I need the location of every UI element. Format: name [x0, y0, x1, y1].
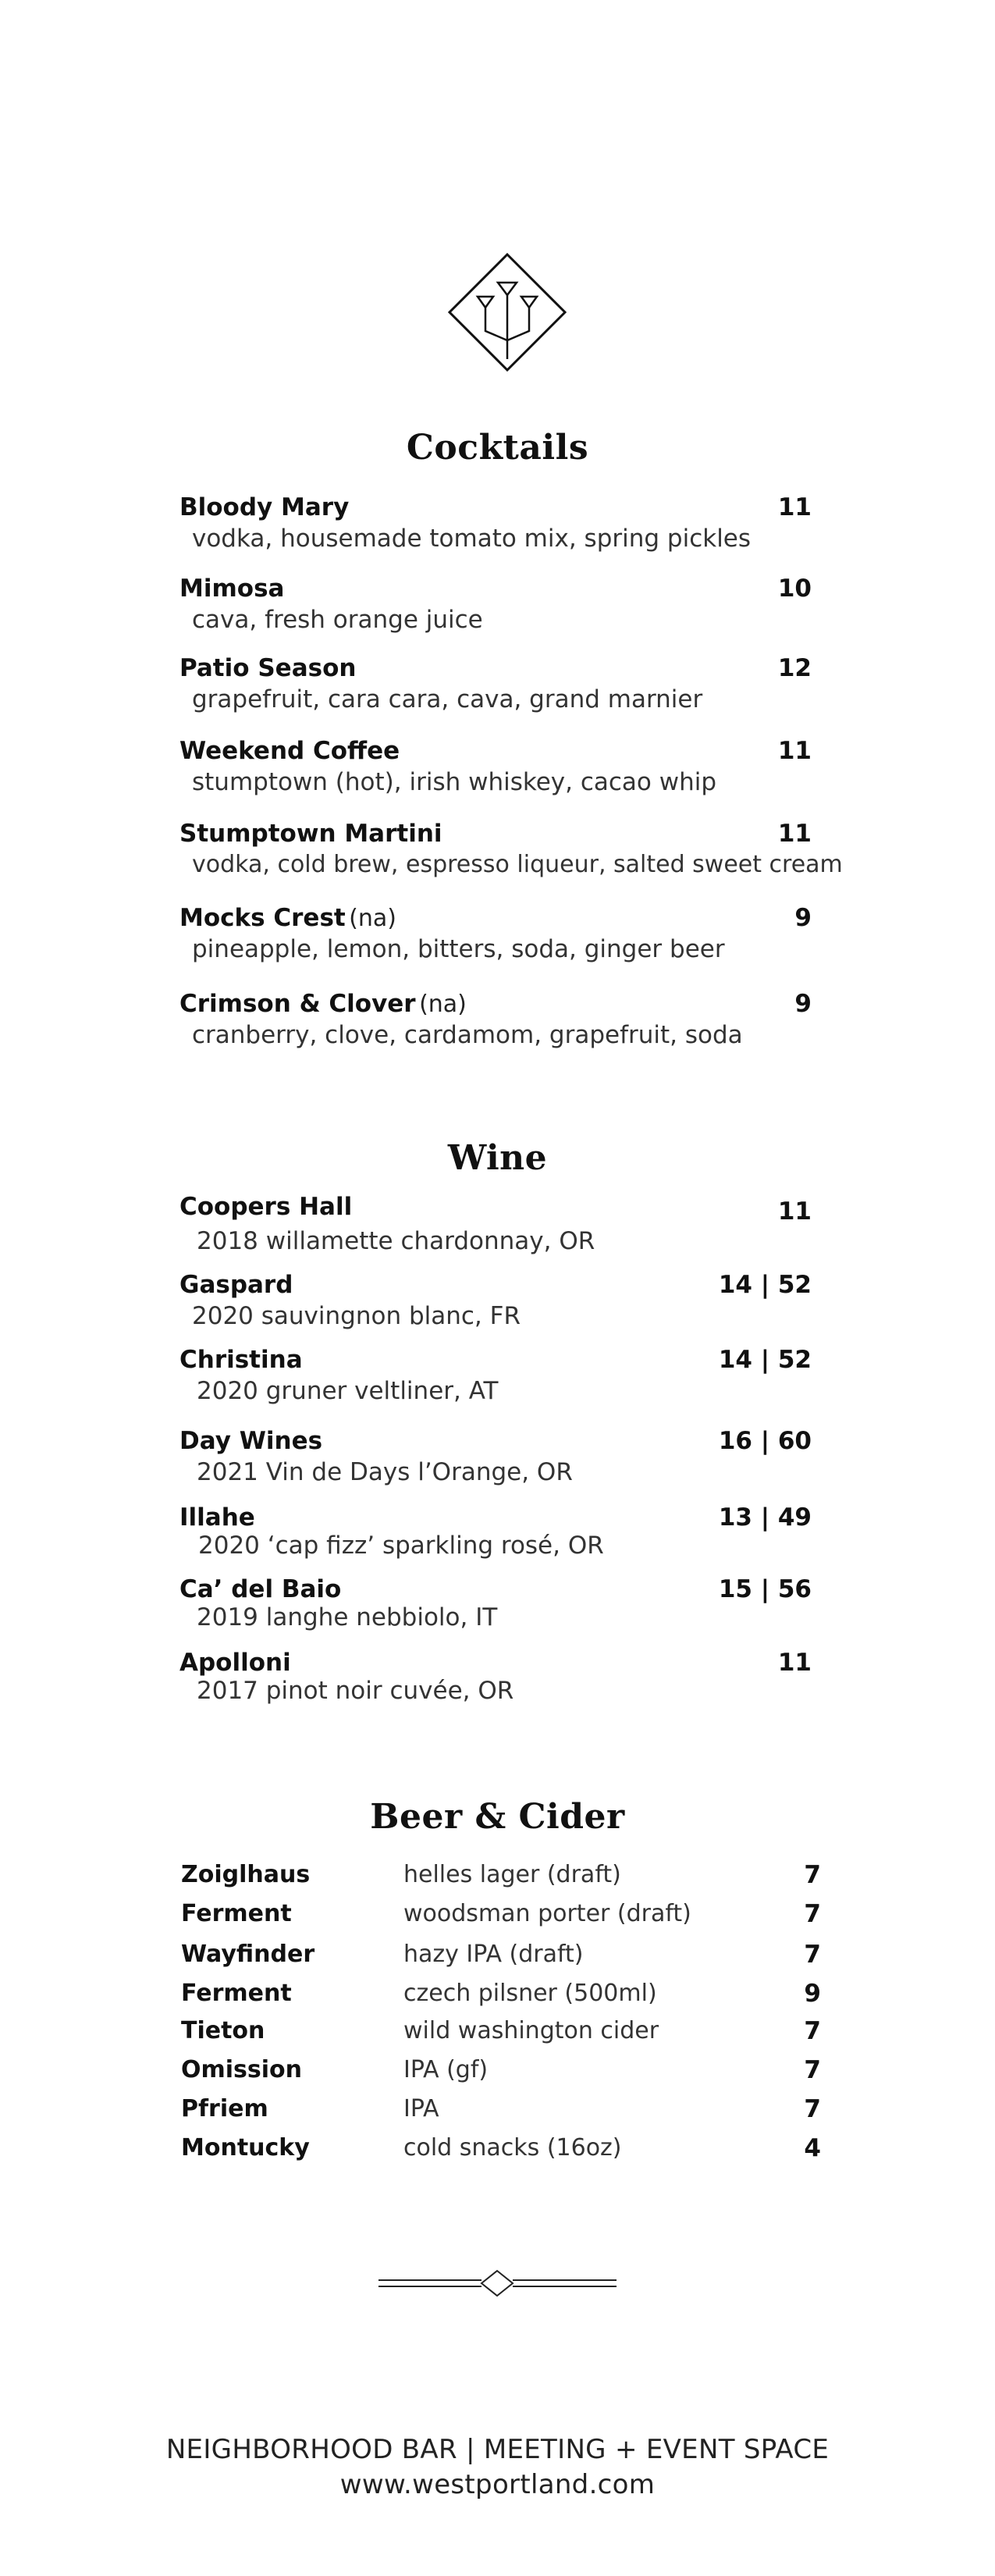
beer-style: helles lager (draft)	[403, 1861, 621, 1888]
item-name: Mimosa	[179, 575, 285, 603]
item-price: 14 | 52	[718, 1271, 812, 1299]
beer-style: IPA	[403, 2095, 439, 2122]
item-price: 11	[777, 493, 812, 521]
brewery-name: Wayfinder	[181, 1941, 315, 1968]
wine-item	[179, 1193, 835, 1255]
item-name: Day Wines	[179, 1427, 323, 1455]
footer-tagline: NEIGHBORHOOD BAR | MEETING + EVENT SPACE	[165, 2434, 830, 2465]
item-price: 7	[804, 2095, 821, 2123]
wine-item	[179, 1649, 835, 1705]
item-description: cranberry, clove, cardamom, grapefruit, soda	[192, 1021, 743, 1049]
item-price: 11	[777, 737, 812, 765]
beer-item	[181, 1861, 821, 1892]
beer-style: IPA (gf)	[403, 2056, 489, 2083]
item-name: Crimson & Clover	[179, 990, 416, 1018]
cocktail-item	[179, 654, 835, 713]
item-price: 11	[777, 1649, 812, 1677]
beer-item	[181, 1900, 821, 1931]
item-price: 12	[777, 654, 812, 682]
item-price: 4	[804, 2134, 821, 2162]
beer-style: hazy IPA (draft)	[403, 1941, 584, 1968]
beer-item	[181, 2017, 821, 2048]
brewery-name: Ferment	[181, 1980, 292, 2007]
brewery-name: Montucky	[181, 2134, 310, 2161]
item-price: 7	[804, 2056, 821, 2084]
item-name: Christina	[179, 1346, 303, 1374]
wine-item	[179, 1503, 835, 1560]
item-price: 14 | 52	[718, 1346, 812, 1374]
item-price: 13 | 49	[718, 1503, 812, 1532]
item-price: 11	[777, 820, 812, 848]
beer-item	[181, 2095, 821, 2126]
item-price: 10	[777, 575, 812, 603]
cocktail-item	[179, 737, 835, 796]
item-description: cava, fresh orange juice	[192, 606, 483, 634]
item-note: (na)	[419, 991, 467, 1018]
item-name: Bloody Mary	[179, 493, 350, 521]
item-description: 2019 langhe nebbiolo, IT	[197, 1603, 498, 1631]
item-description: 2018 willamette chardonnay, OR	[197, 1227, 595, 1255]
item-price: 11	[777, 1197, 812, 1226]
item-name: Gaspard	[179, 1271, 293, 1299]
beer-cider-heading: Beer & Cider	[370, 1797, 625, 1837]
item-description: 2021 Vin de Days l’Orange, OR	[197, 1458, 573, 1486]
cocktail-item	[179, 575, 835, 634]
beer-item	[181, 1980, 821, 2011]
item-price: 7	[804, 1900, 821, 1928]
item-price: 7	[804, 1861, 821, 1889]
item-price: 7	[804, 1941, 821, 1969]
beer-style: czech pilsner (500ml)	[403, 1980, 657, 2007]
beer-style: cold snacks (16oz)	[403, 2134, 622, 2161]
item-description: grapefruit, cara cara, cava, grand marnier	[192, 685, 703, 713]
wine-item	[179, 1575, 835, 1631]
item-description: 2020 sauvingnon blanc, FR	[192, 1302, 521, 1330]
beer-item	[181, 2056, 821, 2087]
item-name: Weekend Coffee	[179, 737, 400, 765]
cocktails-heading: Cocktails	[406, 428, 589, 468]
item-description: 2020 gruner veltliner, AT	[197, 1377, 499, 1405]
item-name: Ca’ del Baio	[179, 1575, 342, 1603]
item-description: 2017 pinot noir cuvée, OR	[197, 1677, 514, 1705]
cocktail-item	[179, 904, 835, 963]
beer-item	[181, 1941, 821, 1972]
beer-style: wild washington cider	[403, 2017, 659, 2044]
brewery-name: Zoiglhaus	[181, 1861, 311, 1888]
wine-item	[179, 1346, 835, 1405]
item-price: 9	[804, 1980, 821, 2008]
wine-item	[179, 1271, 835, 1330]
item-price: 9	[794, 990, 812, 1018]
beer-item	[181, 2134, 821, 2165]
cocktail-item	[179, 493, 835, 553]
item-name: Mocks Crest	[179, 904, 346, 932]
diamond-divider-icon	[378, 2268, 617, 2299]
cocktail-glasses-diamond-icon	[445, 250, 570, 375]
item-price: 9	[794, 904, 812, 932]
brewery-name: Omission	[181, 2056, 303, 2083]
brewery-name: Pfriem	[181, 2095, 268, 2122]
brewery-name: Ferment	[181, 1900, 292, 1927]
item-name: Patio Season	[179, 654, 357, 682]
item-price: 7	[804, 2017, 821, 2045]
item-description: vodka, cold brew, espresso liqueur, salted sweet cream	[192, 851, 843, 878]
item-description: stumptown (hot), irish whiskey, cacao whip	[192, 768, 717, 796]
brewery-name: Tieton	[181, 2017, 265, 2044]
item-name: Coopers Hall	[179, 1193, 353, 1221]
item-note: (na)	[349, 905, 396, 932]
item-description: vodka, housemade tomato mix, spring pickles	[192, 525, 752, 553]
item-description: pineapple, lemon, bitters, soda, ginger beer	[192, 935, 725, 963]
item-name: Stumptown Martini	[179, 820, 442, 848]
footer-website[interactable]: www.westportland.com	[339, 2469, 656, 2500]
item-price: 16 | 60	[718, 1427, 812, 1455]
item-description: 2020 ‘cap fizz’ sparkling rosé, OR	[198, 1532, 604, 1560]
wine-item	[179, 1427, 835, 1486]
cocktail-item	[179, 990, 835, 1049]
item-price: 15 | 56	[718, 1575, 812, 1603]
item-name: Apolloni	[179, 1649, 291, 1677]
cocktail-item	[179, 820, 843, 878]
wine-heading: Wine	[447, 1138, 548, 1178]
item-name: Illahe	[179, 1503, 255, 1532]
beer-style: woodsman porter (draft)	[403, 1900, 691, 1927]
